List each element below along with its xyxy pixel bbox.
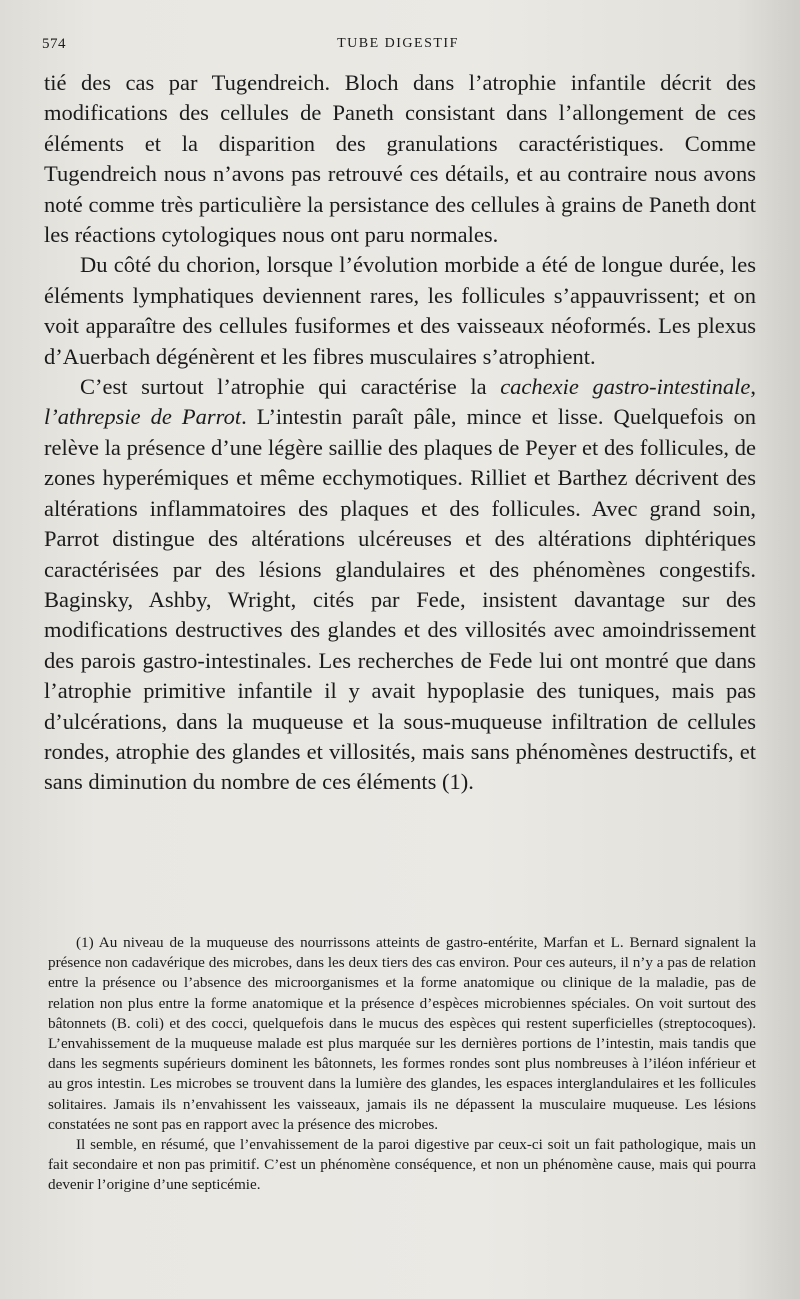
footnote-1-conclusion: Il semble, en résumé, que l’envahissement de la paroi digestive par ceux-ci soit un fait pathologique, mais un fait secondaire et non pas primitif. C’est un phénomène conséquence, et non un phénomène cause, mais qui pourra devenir l’origine d’une septicémie. [48,1136,756,1194]
text-run: C’est surtout l’atrophie qui caractérise la [80,374,501,400]
paragraph-chorion: Du côté du chorion, lorsque l’évolution morbide a été de longue durée, les éléments lymphatiques deviennent rares, les follicules s’appauvrissent; et on voit apparaître des cellules fusiformes et des vaisseaux néoformés. Les plexus d’Auerbach dégénèrent et les fibres musculaires s’atrophient. [44,252,756,369]
footnote-1: (1) Au niveau de la muqueuse des nourrissons atteints de gastro-entérite, Marfan et L. Bernard signalent la présence non cadavérique des microbes, dans les deux tiers des cas environ. Pour ces auteurs, il n’y a pas de relation entre la présence ou l’absence des microorganismes et la forme anatomique ou clinique de la maladie, pas de relation non plus entre la forme anatomique et la présence d’espèces microbiennes spéciales. On voit surtout des bâtonnets (B. coli) et des cocci, quelquefois dans le mucus des espèces qui restent superficielles (streptocoques). L’envahissement de la muqueuse malade est plus marquée sur les dernières portions de l’intestin, mais tandis que dans les segments supérieurs dominent les bâtonnets, les formes rondes sont plus nombreuses à l’iléon inférieur et au gros intestin. Les microbes se trouvent dans la lumière des glandes, les espaces interglandulaires et les follicules solitaires. Jamais ils n’envahissent les vaisseaux, jamais ils ne dépassent la musculaire muqueuse. Les lésions constatées ne sont pas en rapport avec la présence des microbes. [48,934,756,1133]
text-run: , [750,374,756,400]
page-header [42,36,754,56]
footnotes [48,933,756,1196]
italic-term-athrepsie: l’athrepsie de Parrot [44,404,242,430]
paragraph-atrophie [44,372,756,798]
main-text [44,68,756,798]
paragraph-continuation: tié des cas par Tugendreich. Bloch dans l’atrophie infantile décrit des modifications des cellules de Paneth consistant dans l’allongement de ces éléments et la disparition des granulations caractéristiques. Comme Tugendreich nous n’avons pas retrouvé ces détails, et au contraire nous avons noté comme très particulière la persistance des cellules à grains de Paneth dont les réactions cytologiques nous ont paru normales. [44,70,756,248]
text-run: . L’intestin paraît pâle, mince et lisse. Quelquefois on relève la présence d’une légère saillie des plaques de Peyer et des follicules, de zones hyperémiques et même ecchymotiques. Rilliet et Barthez décrivent des altérations inflammatoires des plaques et des follicules. Avec grand soin, Parrot distingue des altérations ulcéreuses et des altérations diphtériques caractérisées par des lésions glandulaires et des phénomènes congestifs. Baginsky, Ashby, Wright, cités par Fede, insistent davantage sur des modifications destructives des glandes et des villosités avec amoindrissement des parois gastro-intestinales. Les recherches de Fede lui ont montré que dans l’atrophie primitive infantile il y avait hypoplasie des tuniques, mais pas d’ulcérations, dans la muqueuse et la sous-muqueuse infiltration de cellules rondes, atrophie des glandes et villosités, mais sans phénomènes destructifs, et sans diminution du nombre de ces éléments (1). [44,404,756,795]
italic-term-cachexie: cachexie gastro-intestinale [500,374,751,400]
running-title: TUBE DIGESTIF [337,36,459,51]
page-number: 574 [42,36,66,52]
